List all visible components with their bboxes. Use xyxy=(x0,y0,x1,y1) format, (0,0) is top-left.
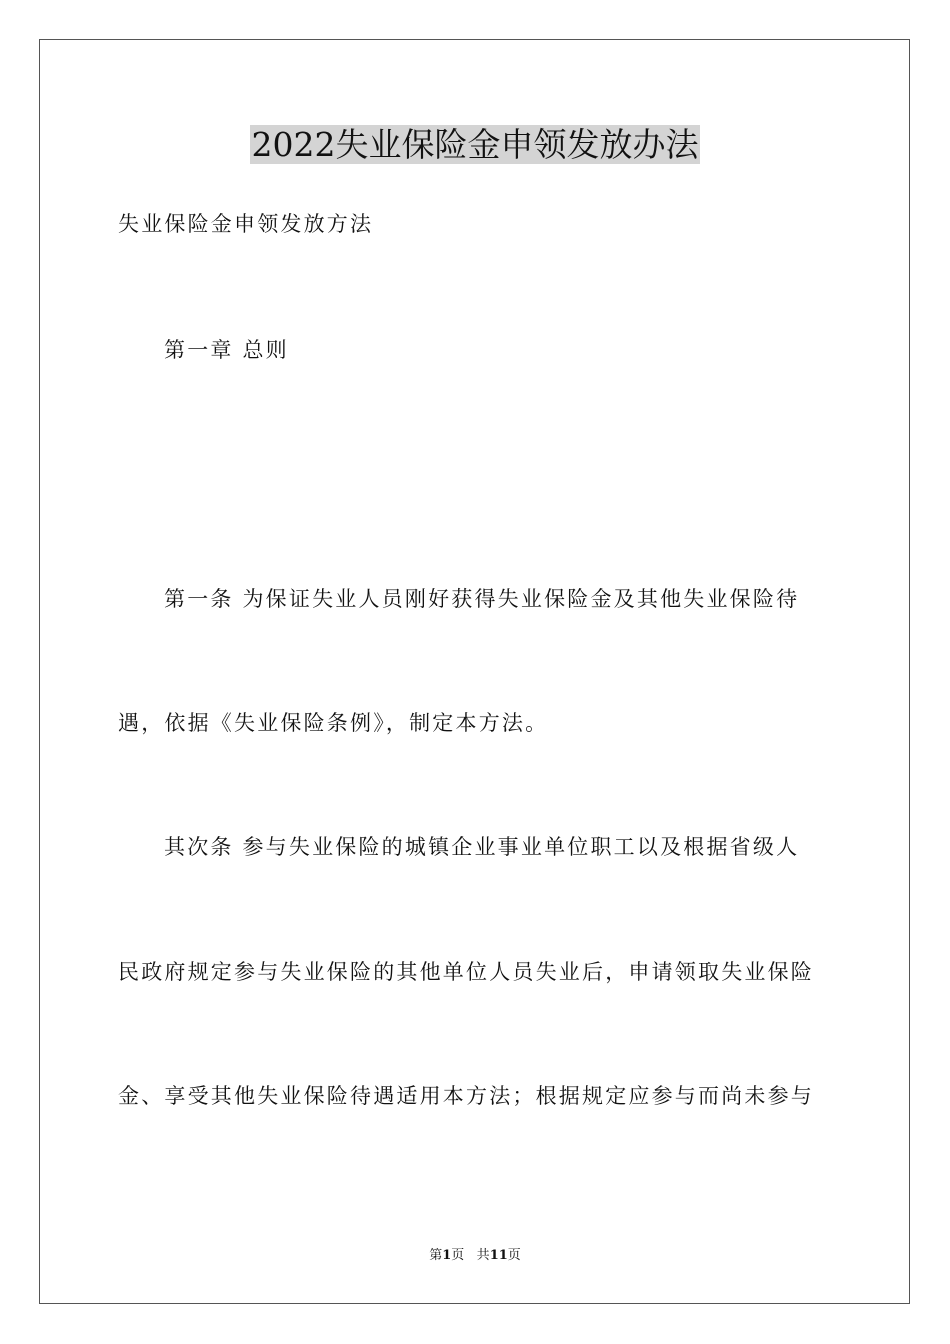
paragraph-line: 遇，依据《失业保险条例》，制定本方法。 xyxy=(118,711,549,735)
page-footer xyxy=(0,1247,950,1265)
footer-total-prefix: 共 xyxy=(476,1248,490,1263)
document-title-wrap xyxy=(0,124,950,166)
footer-total-pages: 11 xyxy=(489,1248,508,1263)
chapter-heading: 第一章 总则 xyxy=(164,338,289,362)
document-subtitle: 失业保险金申领发放方法 xyxy=(118,212,374,236)
paragraph-line: 民政府规定参与失业保险的其他单位人员失业后，申请领取失业保险 xyxy=(118,960,814,984)
paragraph-line: 第一条 为保证失业人员刚好获得失业保险金及其他失业保险待 xyxy=(164,587,800,611)
document-title: 2022失业保险金申领发放办法 xyxy=(251,125,699,164)
footer-page-prefix: 第 xyxy=(429,1248,443,1263)
paragraph-line: 金、享受其他失业保险待遇适用本方法；根据规定应参与而尚未参与 xyxy=(118,1084,814,1108)
footer-page-suffix: 页 xyxy=(451,1248,465,1263)
footer-total-suffix: 页 xyxy=(507,1248,521,1263)
footer-page-number: 1 xyxy=(442,1248,452,1263)
paragraph-line: 其次条 参与失业保险的城镇企业事业单位职工以及根据省级人 xyxy=(164,835,800,859)
